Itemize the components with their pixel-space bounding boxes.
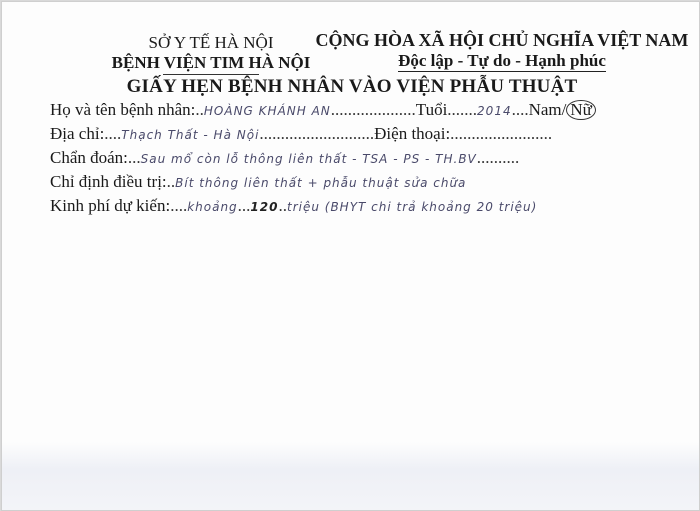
gender-male: Nam	[528, 100, 562, 119]
address-row: Địa chỉ:....Thạch Thất - Hà Nội...........................Điện thoại:........................	[50, 124, 553, 143]
patient-name-value: HOÀNG KHÁNH AN	[203, 104, 331, 118]
patient-name-label: Họ và tên bệnh nhân:	[50, 100, 196, 119]
scan-shadow	[2, 442, 699, 510]
cost-suffix: triệu (BHYT chi trả khoảng 20 triệu)	[286, 200, 538, 214]
diagnosis-value: Sau mổ còn lỗ thông liên thất - TSA - PS - TH.BV	[140, 152, 477, 166]
cost-row: Kinh phí dự kiến:....khoảng...120..triệu (BHYT chi trả khoảng 20 triệu)	[50, 196, 538, 215]
motto-text: Độc lập - Tự do - Hạnh phúc	[398, 51, 606, 70]
address-label: Địa chỉ:	[50, 124, 105, 143]
phone-label: Điện thoại:	[374, 124, 451, 143]
treatment-value: Bít thông liên thất + phẫu thuật sửa chữa	[175, 176, 467, 190]
patient-name-row: Họ và tên bệnh nhân:..HOÀNG KHÁNH AN....................Tuổi.......2014....Nam/ Nữ	[50, 100, 596, 120]
treatment-row: Chỉ định điều trị:..Bít thông liên thất + phẫu thuật sửa chữa	[50, 172, 467, 191]
department-name: SỞ Y TẾ HÀ NỘI	[148, 33, 274, 52]
motto	[302, 51, 700, 71]
age-value: 2014	[477, 104, 512, 118]
appointment-letter	[1, 1, 700, 511]
diagnosis-label: Chẩn đoán:	[50, 148, 128, 167]
issuer-header	[98, 33, 324, 75]
document-title: GIẤY HẸN BỆNH NHÂN VÀO VIỆN PHẪU THUẬT	[126, 76, 578, 97]
gender-female-selected: Nữ	[566, 100, 596, 120]
cost-label: Kinh phí dự kiến:	[50, 196, 171, 215]
diagnosis-row: Chẩn đoán:...Sau mổ còn lỗ thông liên thất - TSA - PS - TH.BV..........	[50, 148, 520, 167]
treatment-label: Chỉ định điều trị:	[50, 172, 167, 191]
country-name: CỘNG HÒA XÃ HỘI CHỦ NGHĨA VIỆT NAM	[315, 30, 689, 50]
cost-amount: 120	[250, 200, 279, 214]
header-underline	[163, 74, 259, 75]
national-header	[302, 30, 700, 71]
age-label: Tuổi	[415, 100, 448, 119]
hospital-name: BỆNH VIỆN TIM HÀ NỘI	[111, 53, 311, 72]
address-value: Thạch Thất - Hà Nội	[121, 128, 260, 142]
cost-prefix: khoảng	[187, 200, 238, 214]
